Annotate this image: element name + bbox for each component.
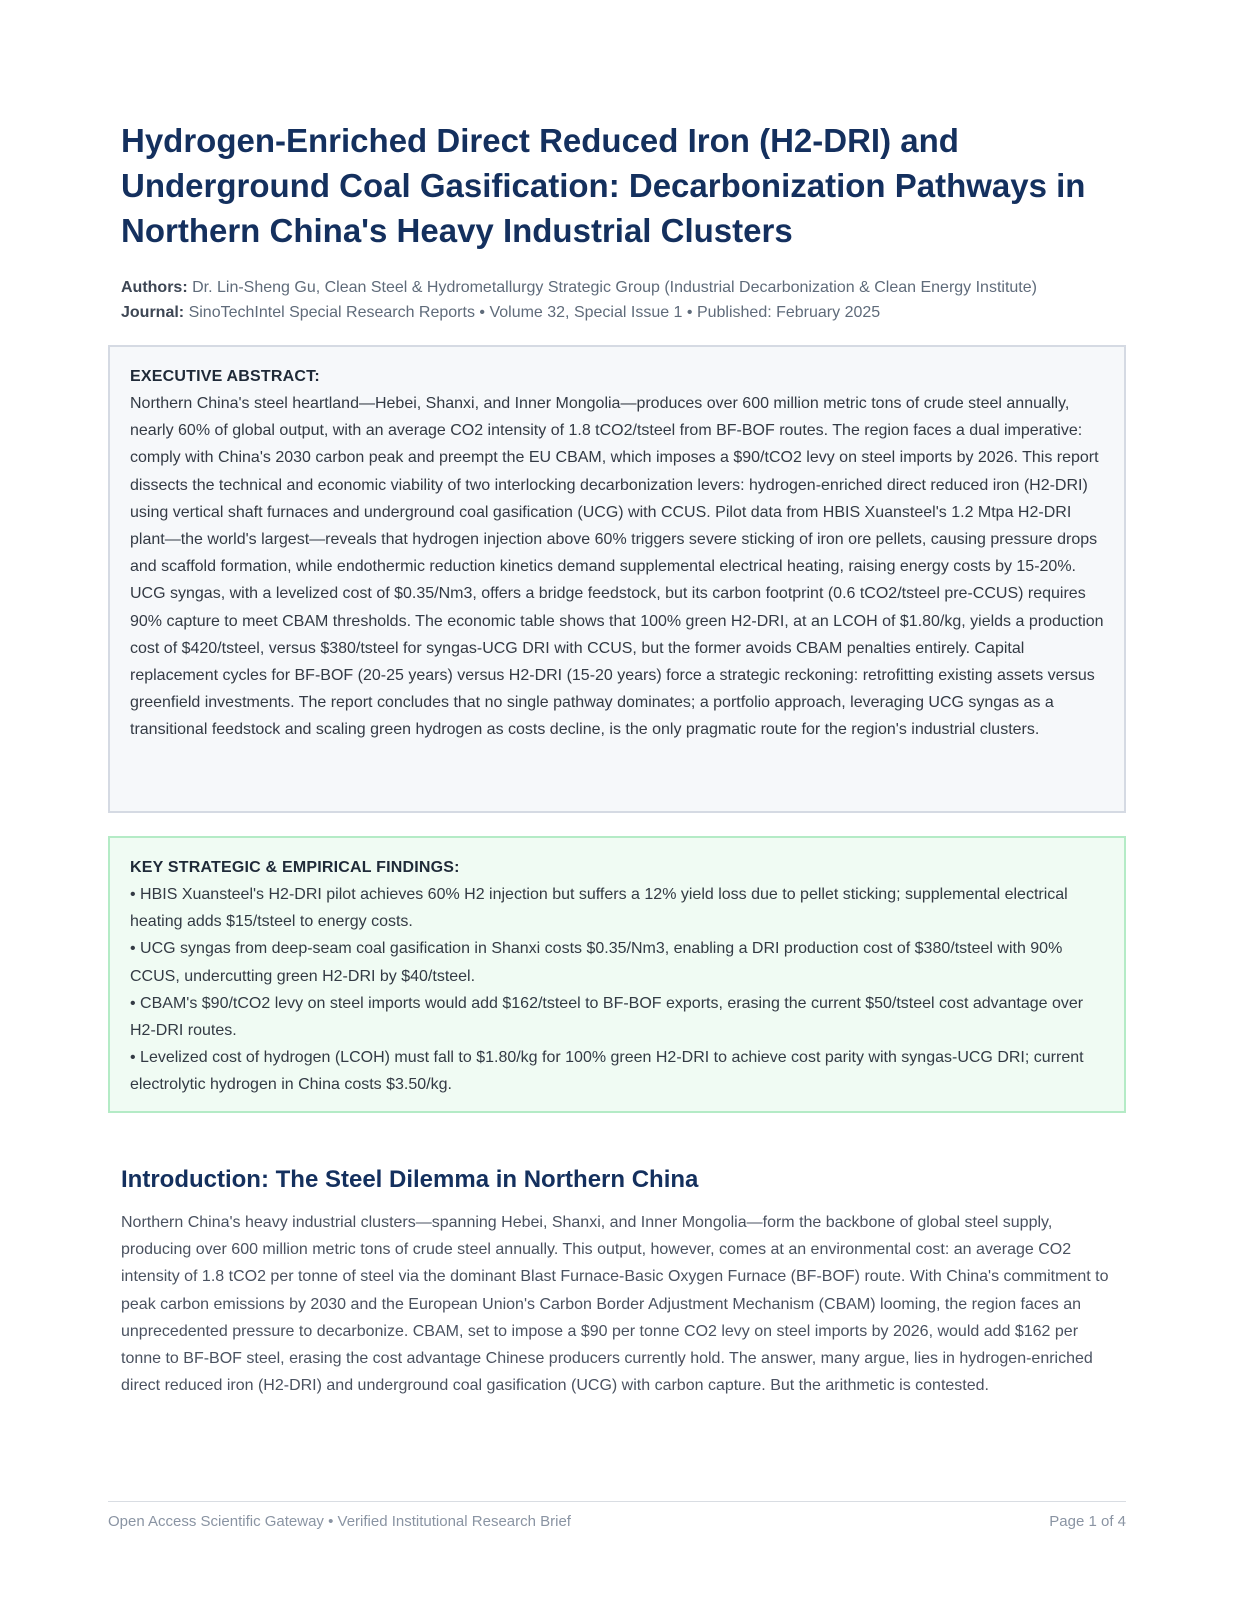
page-number: Page 1 of 4 xyxy=(1049,1513,1126,1530)
key-findings-box xyxy=(108,836,1126,1113)
finding-item: • CBAM's $90/tCO2 levy on steel imports would add $162/tsteel to BF-BOF exports, erasing the current $50/tsteel cost advantage over H2-DRI routes. xyxy=(130,994,1084,1040)
abstract-heading: EXECUTIVE ABSTRACT: xyxy=(130,368,320,385)
journal-label: Journal: xyxy=(121,304,185,321)
paper-meta xyxy=(121,275,1131,325)
findings-heading: KEY STRATEGIC & EMPIRICAL FINDINGS: xyxy=(130,859,460,876)
footer-source: Open Access Scientific Gateway • Verified Institutional Research Brief xyxy=(108,1513,571,1530)
journal-value: SinoTechIntel Special Research Reports • Volume 32, Special Issue 1 • Published: February 2025 xyxy=(188,304,881,321)
paper-title: Hydrogen-Enriched Direct Reduced Iron (H2-DRI) and Underground Coal Gasification: Decarbonization Pathways in Northern China's Heavy Industrial Clusters xyxy=(121,122,1086,249)
finding-item: • UCG syngas from deep-seam coal gasification in Shanxi costs $0.35/Nm3, enabling a DRI production cost of $380/tsteel with 90% CCUS, undercutting green H2-DRI by $40/tsteel. xyxy=(130,940,1063,985)
footer-divider xyxy=(108,1501,1126,1502)
journal-line xyxy=(121,300,1131,325)
authors-value: Dr. Lin-Sheng Gu, Clean Steel & Hydrometallurgy Strategic Group (Industrial Decarbonization & Clean Energy Institute) xyxy=(192,279,1037,296)
authors-label: Authors: xyxy=(121,279,188,296)
finding-item: • Levelized cost of hydrogen (LCOH) must fall to $1.80/kg for 100% green H2-DRI to achieve cost parity with syngas-UCG DRI; current electrolytic hydrogen in China costs $3.50/kg. xyxy=(130,1049,1084,1094)
introduction-heading: Introduction: The Steel Dilemma in Northern China xyxy=(121,1166,699,1193)
abstract-text: Northern China's steel heartland—Hebei, Shanxi, and Inner Mongolia—produces over 600 million metric tons of crude steel annually, nearly 60% of global output, with an average CO2 intensity of 1.8 tCO2/tsteel from BF-BOF routes. The region faces a dual imperative: comply with China's 2030 carbon peak and preempt the EU CBAM, which imposes a $90/tCO2 levy on steel imports by 2026. This report dissects the technical and economic viability of two interlocking decarbonization levers: hydrogen-enriched direct reduced iron (H2-DRI) using vertical shaft furnaces and underground coal gasification (UCG) with CCUS. Pilot data from HBIS Xuansteel's 1.2 Mtpa H2-DRI plant—the world's largest—reveals that hydrogen injection above 60% triggers severe sticking of iron ore pellets, causing pressure drops and scaffold formation, while endothermic reduction kinetics demand supplemental electrical heating, raising energy costs by 15-20%. UCG syngas, with a levelized cost of $0.35/Nm3, offers a bridge feedstock, but its carbon footprint (0.6 tCO2/tsteel pre-CCUS) requires 90% capture to meet CBAM thresholds. The economic table shows that 100% green H2-DRI, at an LCOH of $1.80/kg, yields a production cost of $420/tsteel, versus $380/tsteel for syngas-UCG DRI with CCUS, but the former avoids CBAM penalties entirely. Capital replacement cycles for BF-BOF (20-25 years) versus H2-DRI (15-20 years) force a strategic reckoning: retrofitting existing assets versus greenfield investments. The report concludes that no single pathway dominates; a portfolio approach, leveraging UCG syngas as a transitional feedstock and scaling green hydrogen as costs decline, is the only pragmatic route for the region's industrial clusters. xyxy=(130,395,1104,739)
executive-abstract-box xyxy=(108,345,1126,813)
authors-line xyxy=(121,275,1131,300)
introduction-text: Northern China's heavy industrial clusters—spanning Hebei, Shanxi, and Inner Mongolia—form the backbone of global steel supply, producing over 600 million metric tons of crude steel annually. This output, however, comes at an environmental cost: an average CO2 intensity of 1.8 tCO2 per tonne of steel via the dominant Blast Furnace-Basic Oxygen Furnace (BF-BOF) route. With China's commitment to peak carbon emissions by 2030 and the European Union's Carbon Border Adjustment Mechanism (CBAM) looming, the region faces an unprecedented pressure to decarbonize. CBAM, set to impose a $90 per tonne CO2 levy on steel imports by 2026, would add $162 per tonne to BF-BOF steel, erasing the cost advantage Chinese producers currently hold. The answer, many argue, lies in hydrogen-enriched direct reduced iron (H2-DRI) and underground coal gasification (UCG) with carbon capture. But the arithmetic is contested. xyxy=(121,1214,1109,1395)
finding-item: • HBIS Xuansteel's H2-DRI pilot achieves 60% H2 injection but suffers a 12% yield loss due to pellet sticking; supplemental electrical heating adds $15/tsteel to energy costs. xyxy=(130,886,1068,931)
